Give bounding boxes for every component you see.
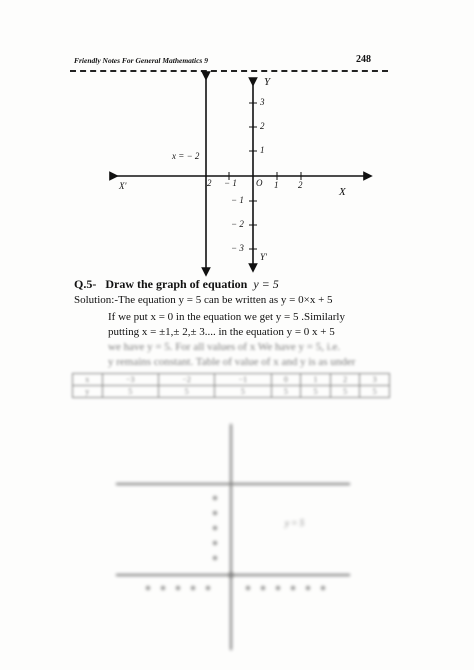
y-tick-label: − 1 (231, 195, 244, 205)
line-label: y = 5 (285, 518, 305, 528)
x-axis-label: X (339, 186, 346, 198)
solution-line: y remains constant. Table of value of x and y is as under (108, 356, 356, 368)
y-tick-label: − 3 (231, 243, 244, 253)
x-axis-neg-label: X' (119, 181, 127, 191)
solution-line: If we put x = 0 in the equation we get y = 5 .Similarly (108, 311, 345, 323)
table-row: y 5 5 5 5 5 5 5 (73, 386, 390, 398)
question-title: Draw the graph of equation (105, 277, 248, 291)
solution-line: we have y = 5. For all values of x We have y = 5, i.e. (108, 341, 341, 353)
solution-line: Solution:-The equation y = 5 can be written as y = 0×x + 5 (74, 294, 333, 306)
page-number: 248 (356, 54, 371, 65)
line-label: x = − 2 (172, 151, 200, 161)
solution-line: putting x = ±1,± 2,± 3.... in the equation y = 0 x + 5 (108, 326, 335, 338)
table-row: x −3 −2 −1 0 1 2 3 (73, 374, 390, 386)
y-tick-label: 2 (260, 121, 265, 131)
question-number: Q.5- (74, 277, 97, 291)
question-equation: y = 5 (253, 277, 279, 291)
y-tick-label: 1 (260, 145, 265, 155)
origin-label: O (256, 178, 263, 188)
y-axis-label: Y (264, 76, 271, 88)
x-tick-label: − 1 (224, 178, 237, 188)
x-tick-label: 1 (274, 180, 279, 190)
book-title: Friendly Notes For General Mathematics 9 (74, 56, 208, 65)
y-tick-label: − 2 (231, 219, 244, 229)
x-tick-label: 2 (298, 180, 303, 190)
y-axis-neg-label: Y' (260, 252, 267, 262)
y-tick-label: 3 (260, 97, 265, 107)
x-tick-label: 2 (207, 178, 212, 188)
